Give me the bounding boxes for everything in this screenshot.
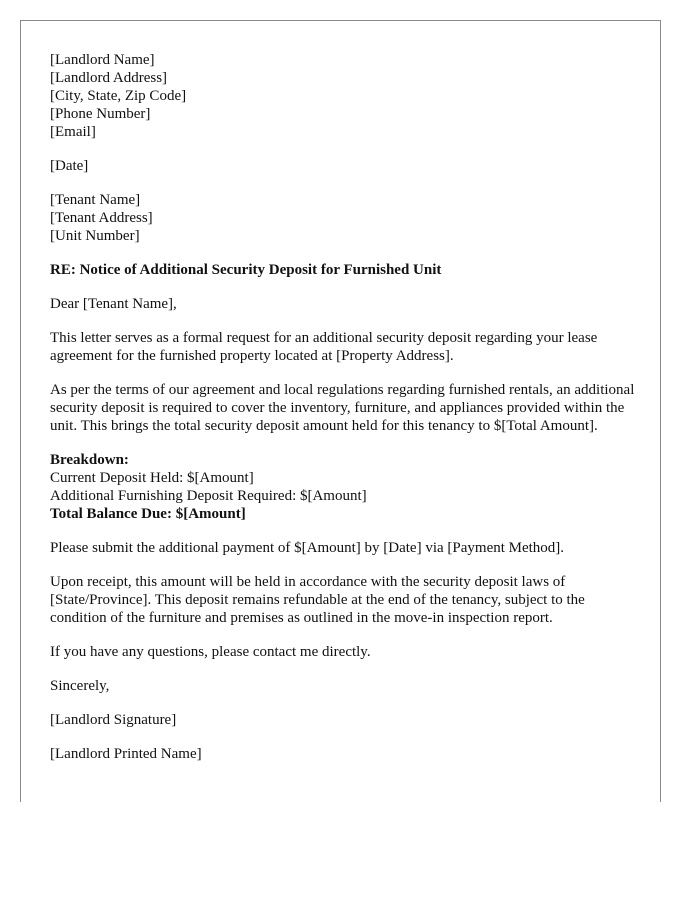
letter-page <box>20 20 661 802</box>
breakdown-section <box>50 451 640 523</box>
tenant-unit: [Unit Number] <box>50 228 140 244</box>
subject-line: RE: Notice of Additional Security Deposit for Furnished Unit <box>50 262 442 278</box>
landlord-email: [Email] <box>50 124 96 140</box>
paragraph-intro: This letter serves as a formal request for an additional security deposit regarding your lease agreement for the furnished property located at [Property Address]. <box>50 330 598 364</box>
breakdown-heading: Breakdown: <box>50 452 129 468</box>
landlord-address: [Landlord Address] <box>50 70 168 86</box>
tenant-address: [Tenant Address] <box>50 210 153 226</box>
paragraph-contact: If you have any questions, please contact me directly. <box>50 644 371 660</box>
breakdown-total: Total Balance Due: $[Amount] <box>50 506 246 522</box>
tenant-name: [Tenant Name] <box>50 192 141 208</box>
paragraph-terms: As per the terms of our agreement and local regulations regarding furnished rentals, an additional security deposit is required to cover the inventory, furniture, and appliances provided within the unit. This brings the total security deposit amount held for this tenancy to $[Total Amount]. <box>50 382 635 434</box>
landlord-info <box>50 51 640 141</box>
printed-name: [Landlord Printed Name] <box>50 746 202 762</box>
landlord-name: [Landlord Name] <box>50 52 155 68</box>
paragraph-receipt: Upon receipt, this amount will be held in accordance with the security deposit laws of [State/Province]. This deposit remains refundable at the end of the tenancy, subject to the condition of the furniture and premises as outlined in the move-in inspection report. <box>50 574 585 626</box>
breakdown-additional: Additional Furnishing Deposit Required: $[Amount] <box>50 488 367 504</box>
signature: [Landlord Signature] <box>50 712 177 728</box>
landlord-city-state-zip: [City, State, Zip Code] <box>50 88 187 104</box>
landlord-phone: [Phone Number] <box>50 106 151 122</box>
breakdown-current: Current Deposit Held: $[Amount] <box>50 470 254 486</box>
salutation: Dear [Tenant Name], <box>50 296 177 312</box>
letter-body <box>50 51 640 763</box>
paragraph-payment: Please submit the additional payment of $[Amount] by [Date] via [Payment Method]. <box>50 540 565 556</box>
closing: Sincerely, <box>50 678 110 694</box>
letter-date: [Date] <box>50 158 89 174</box>
tenant-info <box>50 191 640 245</box>
